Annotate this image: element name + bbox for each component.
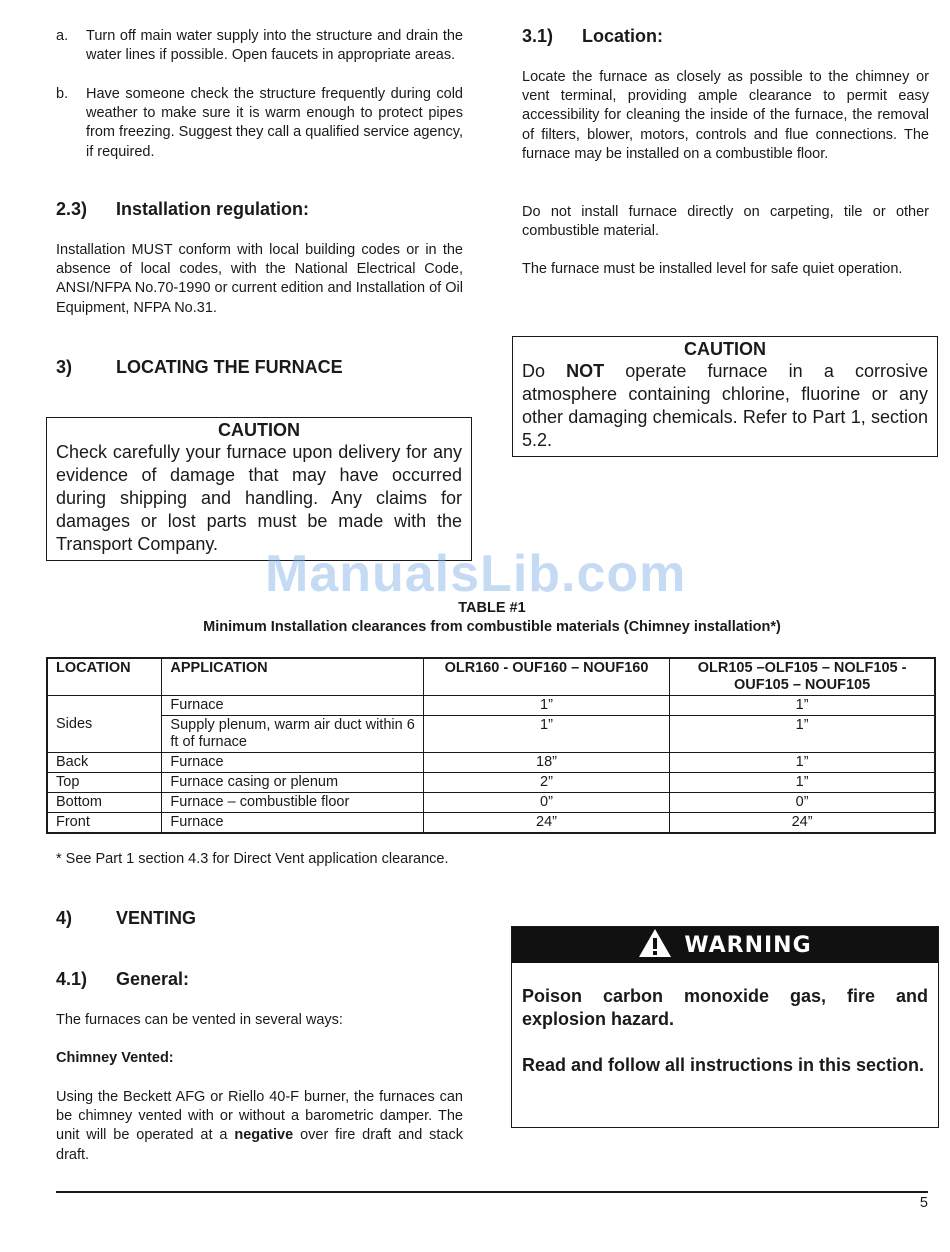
section-number: 4.1) bbox=[56, 969, 88, 989]
column-header: OLR160 - OUF160 – NOUF160 bbox=[423, 658, 669, 696]
column-header: APPLICATION bbox=[162, 658, 423, 696]
table-row bbox=[47, 793, 935, 813]
table-caption: Minimum Installation clearances from combustible materials (Chimney installation*) bbox=[203, 619, 781, 635]
warning-triangle-icon bbox=[638, 928, 672, 963]
table-cell: 2” bbox=[423, 773, 669, 793]
section-title: VENTING bbox=[116, 908, 197, 928]
table-row bbox=[47, 773, 935, 793]
section-title: Installation regulation: bbox=[116, 199, 310, 219]
table-cell: Supply plenum, warm air duct within 6 ft of furnace bbox=[162, 716, 423, 753]
caution-title: CAUTION bbox=[218, 420, 300, 440]
emphasis-not: NOT bbox=[566, 361, 605, 381]
list-marker: a. bbox=[56, 28, 69, 44]
table-cell: 0” bbox=[423, 793, 669, 813]
section-title: Location: bbox=[582, 26, 663, 46]
caution-box-delivery bbox=[46, 417, 472, 561]
page-number: 5 bbox=[919, 1195, 928, 1211]
section-heading-3 bbox=[56, 357, 343, 378]
emphasis-negative: negative bbox=[234, 1127, 294, 1144]
section-number: 3) bbox=[56, 357, 73, 377]
installation-regulation-text: Installation MUST conform with local building codes or in the absence of local codes, with the National Electrical Code, ANSI/NFPA No.70-1990 or current edition and Installation of Oil Equipment, NFPA No.31. bbox=[56, 242, 463, 316]
table-label: TABLE #1 bbox=[458, 600, 526, 616]
warning-text-2: Read and follow all instructions in this section. bbox=[522, 1055, 925, 1075]
section-heading-2-3 bbox=[56, 199, 309, 220]
chimney-vented-heading: Chimney Vented: bbox=[56, 1050, 174, 1066]
warning-title: WARNING bbox=[684, 932, 812, 958]
table-footnote: * See Part 1 section 4.3 for Direct Vent application clearance. bbox=[56, 851, 449, 867]
column-header: OLR105 –OLF105 – NOLF105 - OUF105 – NOUF105 bbox=[670, 658, 935, 696]
table-cell: 1” bbox=[423, 696, 669, 716]
section-title: General: bbox=[116, 969, 190, 989]
warning-body bbox=[512, 963, 938, 1077]
section-number: 4) bbox=[56, 908, 73, 928]
table-cell: 1” bbox=[423, 716, 669, 753]
table-header-row bbox=[47, 658, 935, 696]
footer-rule bbox=[56, 1191, 928, 1193]
table-cell: Bottom bbox=[47, 793, 162, 813]
section-heading-4 bbox=[56, 908, 196, 929]
location-paragraph-2: Do not install furnace directly on carpeting, tile or other combustible material. bbox=[522, 204, 929, 240]
caution-box-corrosive bbox=[512, 336, 938, 457]
section-heading-4-1 bbox=[56, 969, 189, 990]
table-row bbox=[47, 696, 935, 716]
caution-title: CAUTION bbox=[684, 339, 766, 359]
table-cell: 24” bbox=[423, 813, 669, 834]
section-heading-3-1 bbox=[522, 26, 663, 47]
location-paragraph-1: Locate the furnace as closely as possible to the chimney or vent terminal, providing ample clearance to permit easy accessibility for cleaning the inside of the furnace, the removal of filters, blower, motors, controls and flue connections. The furnace may be installed on a combustible floor. bbox=[522, 69, 929, 162]
table-cell: Furnace – combustible floor bbox=[162, 793, 423, 813]
table-cell: Furnace bbox=[162, 753, 423, 773]
table-cell: Furnace bbox=[162, 813, 423, 834]
list-text: Turn off main water supply into the structure and drain the water lines if possible. Open faucets in appropriate areas. bbox=[86, 28, 463, 64]
venting-intro: The furnaces can be vented in several ways: bbox=[56, 1012, 343, 1028]
chimney-vented-text: Using the Beckett AFG or Riello 40-F burner, the furnaces can be chimney vented with or without a barometric damper. The unit will be operated at a negative over fire draft and stack draft. bbox=[56, 1089, 463, 1163]
table-row bbox=[47, 813, 935, 834]
section-title: LOCATING THE FURNACE bbox=[116, 357, 343, 377]
location-paragraph-3: The furnace must be installed level for safe quiet operation. bbox=[522, 261, 903, 277]
table-cell: Front bbox=[47, 813, 162, 834]
table-cell: Top bbox=[47, 773, 162, 793]
table-cell: 18” bbox=[423, 753, 669, 773]
table-cell: 1” bbox=[670, 753, 935, 773]
table-row bbox=[47, 753, 935, 773]
table-row bbox=[47, 716, 935, 753]
section-number: 3.1) bbox=[522, 26, 554, 46]
table-cell: Sides bbox=[47, 696, 162, 753]
warning-text-1: Poison carbon monoxide gas, fire and explosion hazard. bbox=[522, 986, 928, 1029]
table-cell: 1” bbox=[670, 773, 935, 793]
warning-box bbox=[511, 926, 939, 1128]
list-item bbox=[56, 27, 463, 65]
caution-text: Check carefully your furnace upon delivery for any evidence of damage that may have occurred during shipping and handling. Any claims for damages or lost parts must be made with the Transport Company. bbox=[56, 442, 462, 554]
clearance-table bbox=[46, 657, 936, 834]
table-cell: Furnace bbox=[162, 696, 423, 716]
warning-header bbox=[512, 927, 938, 963]
table-cell: Furnace casing or plenum bbox=[162, 773, 423, 793]
table-cell: 1” bbox=[670, 696, 935, 716]
table-cell: Back bbox=[47, 753, 162, 773]
section-number: 2.3) bbox=[56, 199, 88, 219]
list-text: Have someone check the structure frequently during cold weather to make sure it is warm enough to protect pipes from freezing. Suggest they call a qualified service agency, if required. bbox=[86, 86, 463, 160]
table-cell: 24” bbox=[670, 813, 935, 834]
table-cell: 1” bbox=[670, 716, 935, 753]
column-header: LOCATION bbox=[47, 658, 162, 696]
watermark: ManualsLib.com bbox=[265, 545, 687, 603]
list-marker: b. bbox=[56, 86, 69, 102]
table-cell: 0” bbox=[670, 793, 935, 813]
list-item bbox=[56, 85, 463, 162]
caution-text: Do NOT operate furnace in a corrosive atmosphere containing chlorine, fluorine or any other damaging chemicals. Refer to Part 1, section 5.2. bbox=[522, 361, 928, 450]
